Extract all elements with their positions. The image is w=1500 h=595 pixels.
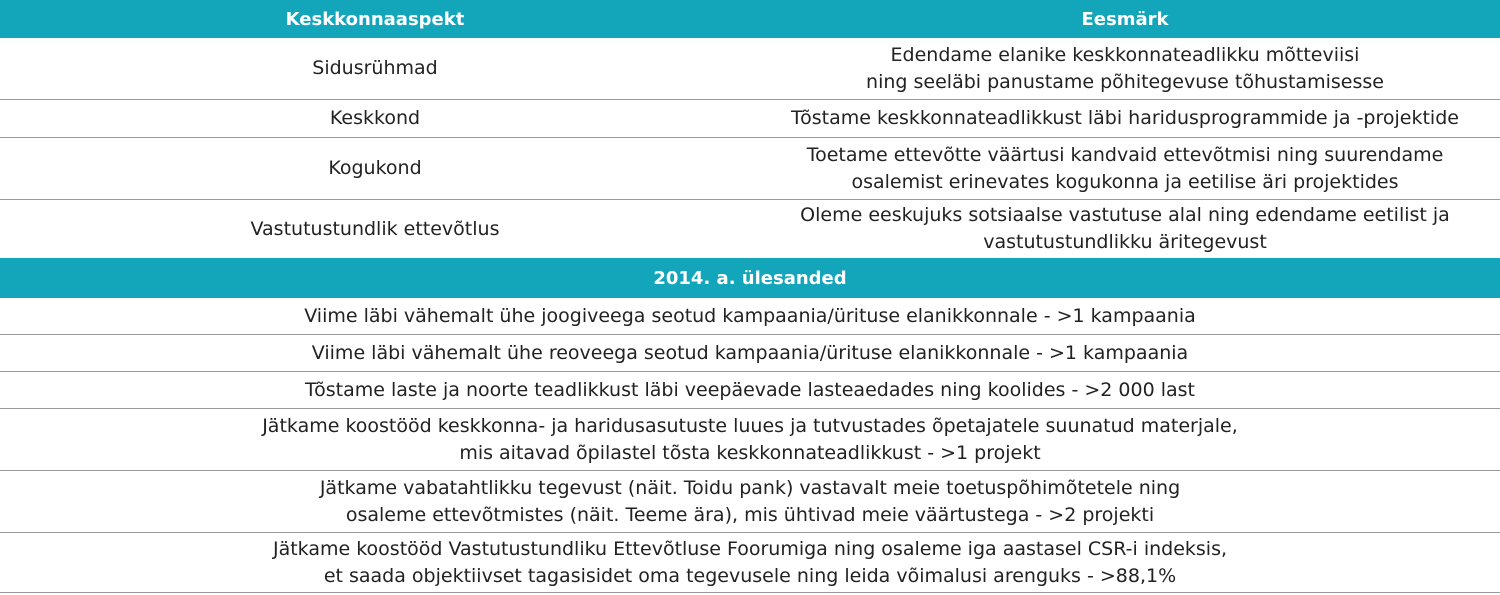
tasks-header-row bbox=[0, 258, 1500, 298]
table-header-row bbox=[0, 0, 1500, 38]
aspect-cell: Vastutustundlik ettevõtlus bbox=[250, 217, 500, 240]
task-row bbox=[0, 298, 1500, 335]
aspect-row bbox=[0, 138, 1500, 200]
task-cell bbox=[0, 335, 1500, 371]
task-row bbox=[0, 372, 1500, 409]
task-line: Jätkame koostööd keskkonna- ja haridusasutuste luues ja tutvustades õpetajatele suunatud materjale, bbox=[262, 414, 1238, 437]
task-row bbox=[0, 335, 1500, 372]
task-line: et saada objektiivset tagasisidet oma tegevusele ning leida võimalusi arenguks - >88,1% bbox=[323, 564, 1177, 587]
task-line: Viime läbi vähemalt ühe reoveega seotud kampaania/ürituse elanikkonnale - >1 kampaania bbox=[311, 341, 1189, 364]
aspect-row bbox=[0, 100, 1500, 138]
task-cell bbox=[0, 533, 1500, 592]
task-row bbox=[0, 533, 1500, 593]
goal-line: Toetame ettevõtte väärtusi kandvaid ettevõtmisi ning suurendame bbox=[806, 143, 1444, 166]
header-keskkonnaaspekt: Keskkonnaaspekt bbox=[285, 8, 465, 30]
task-line: Jätkame koostööd Vastutustundliku Ettevõtluse Foorumiga ning osaleme iga aastasel CSR-i indeksis, bbox=[272, 537, 1228, 560]
task-row bbox=[0, 471, 1500, 533]
goal-line: Oleme eeskujuks sotsiaalse vastutuse alal ning edendame eetilist ja bbox=[800, 204, 1450, 226]
task-cell bbox=[0, 372, 1500, 408]
aspect-cell: Kogukond bbox=[328, 157, 422, 179]
aspect-cell: Sidusrühmad bbox=[312, 57, 438, 79]
goal-cell bbox=[750, 100, 1500, 137]
task-line: osaleme ettevõtmistes (näit. Teeme ära), mis ühtivad meie väärtustega - >2 projekti bbox=[345, 503, 1155, 526]
tasks-header: 2014. a. ülesanded bbox=[653, 267, 847, 289]
goal-line: Tõstame keskkonnateadlikkust läbi haridusprogrammide ja -projektide bbox=[791, 107, 1459, 129]
aspect-cell: Keskkond bbox=[329, 107, 421, 129]
goal-cell bbox=[750, 38, 1500, 99]
goal-line: ning seeläbi panustame põhitegevuse tõhustamisesse bbox=[866, 70, 1384, 93]
task-line: Tõstame laste ja noorte teadlikkust läbi veepäevade lasteaedades ning koolides - >2 000 last bbox=[305, 378, 1195, 401]
goal-line: Edendame elanike keskkonnateadlikku mõtteviisi bbox=[890, 43, 1360, 66]
task-line: mis aitavad õpilastel tõsta keskkonnateadlikkust - >1 projekt bbox=[459, 441, 1041, 464]
task-cell bbox=[0, 471, 1500, 532]
task-cell bbox=[0, 409, 1500, 470]
goal-line: osalemist erinevates kogukonna ja eetilise äri projektides bbox=[851, 170, 1399, 193]
goal-cell bbox=[750, 200, 1500, 258]
goal-cell bbox=[750, 138, 1500, 199]
goal-line: vastutustundlikku äritegevust bbox=[983, 231, 1267, 253]
task-row bbox=[0, 409, 1500, 471]
task-line: Jätkame vabatahtlikku tegevust (näit. Toidu pank) vastavalt meie toetuspõhimõtetele ning bbox=[319, 476, 1181, 499]
task-cell bbox=[0, 298, 1500, 334]
task-line: Viime läbi vähemalt ühe joogiveega seotud kampaania/ürituse elanikkonnale - >1 kampaania bbox=[304, 304, 1196, 327]
aspect-row bbox=[0, 38, 1500, 100]
header-eesmark: Eesmärk bbox=[1081, 8, 1169, 30]
aspect-row bbox=[0, 200, 1500, 258]
